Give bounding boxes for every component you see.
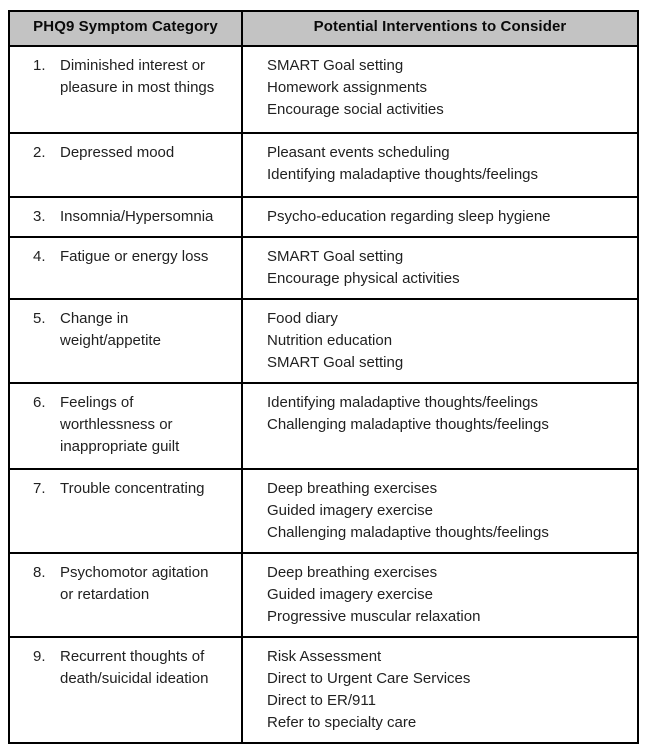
phq9-interventions-table <box>8 10 639 744</box>
intervention-item: Challenging maladaptive thoughts/feelings <box>267 416 549 433</box>
symptom-category-text <box>60 392 235 458</box>
row-number: 3. <box>33 208 46 225</box>
symptom-category-inner <box>33 562 235 606</box>
category-line: death/suicidal ideation <box>60 670 209 687</box>
symptom-category-text <box>60 206 235 228</box>
table-row <box>9 197 638 237</box>
table-row <box>9 469 638 553</box>
symptom-category-cell <box>9 553 242 637</box>
intervention-item: Identifying maladaptive thoughts/feelings <box>267 394 539 411</box>
intervention-item: Challenging maladaptive thoughts/feelings <box>267 524 549 541</box>
row-number: 2. <box>33 144 46 161</box>
category-line: pleasure in most things <box>60 79 215 96</box>
intervention-item: Homework assignments <box>267 79 428 96</box>
intervention-item: Progressive muscular relaxation <box>267 608 481 625</box>
category-line: or retardation <box>60 586 150 603</box>
row-number: 9. <box>33 648 46 665</box>
header-row <box>9 11 638 46</box>
row-number: 5. <box>33 310 46 327</box>
symptom-category-inner <box>33 392 235 458</box>
interventions-cell <box>242 469 638 553</box>
intervention-item: SMART Goal setting <box>267 248 404 265</box>
symptom-category-text <box>60 246 235 268</box>
interventions-cell <box>242 133 638 197</box>
header-symptom-category: PHQ9 Symptom Category <box>9 11 242 46</box>
symptom-category-cell <box>9 469 242 553</box>
interventions-cell <box>242 553 638 637</box>
category-line: Psychomotor agitation <box>60 564 209 581</box>
intervention-item: SMART Goal setting <box>267 57 404 74</box>
intervention-item: Direct to ER/911 <box>267 692 376 709</box>
symptom-category-inner <box>33 646 235 690</box>
symptom-category-text <box>60 478 235 500</box>
intervention-item: SMART Goal setting <box>267 354 404 371</box>
interventions-cell <box>242 237 638 299</box>
symptom-category-text <box>60 308 235 352</box>
table-row <box>9 237 638 299</box>
category-line: Change in <box>60 310 129 327</box>
table-header <box>9 11 638 46</box>
symptom-category-text <box>60 142 235 164</box>
intervention-item: Refer to specialty care <box>267 714 417 731</box>
symptom-category-cell <box>9 637 242 743</box>
category-line: Depressed mood <box>60 144 175 161</box>
intervention-item: Psycho-education regarding sleep hygiene <box>267 208 551 225</box>
symptom-category-text <box>60 646 235 690</box>
table-row <box>9 553 638 637</box>
interventions-cell <box>242 637 638 743</box>
symptom-category-cell <box>9 133 242 197</box>
table-body <box>9 46 638 743</box>
table-row <box>9 133 638 197</box>
intervention-item: Food diary <box>267 310 338 327</box>
table-row <box>9 46 638 133</box>
symptom-category-cell <box>9 46 242 133</box>
intervention-item: Direct to Urgent Care Services <box>267 670 471 687</box>
symptom-category-inner <box>33 308 235 352</box>
intervention-item: Deep breathing exercises <box>267 480 438 497</box>
category-line: worthlessness or <box>60 416 173 433</box>
category-line: Trouble concentrating <box>60 480 205 497</box>
symptom-category-cell <box>9 299 242 383</box>
category-line: Insomnia/Hypersomnia <box>60 208 214 225</box>
symptom-category-cell <box>9 383 242 469</box>
interventions-cell <box>242 299 638 383</box>
intervention-item: Deep breathing exercises <box>267 564 438 581</box>
intervention-item: Guided imagery exercise <box>267 502 433 519</box>
category-line: Fatigue or energy loss <box>60 248 209 265</box>
row-number: 1. <box>33 57 46 74</box>
row-number: 7. <box>33 480 46 497</box>
intervention-item: Guided imagery exercise <box>267 586 433 603</box>
row-number: 4. <box>33 248 46 265</box>
intervention-item: Nutrition education <box>267 332 393 349</box>
interventions-cell <box>242 46 638 133</box>
symptom-category-cell <box>9 197 242 237</box>
intervention-item: Encourage physical activities <box>267 270 460 287</box>
interventions-cell <box>242 383 638 469</box>
symptom-category-cell <box>9 237 242 299</box>
symptom-category-inner <box>33 206 235 228</box>
row-number: 6. <box>33 394 46 411</box>
category-line: Diminished interest or <box>60 57 206 74</box>
row-number: 8. <box>33 564 46 581</box>
symptom-category-inner <box>33 142 235 164</box>
symptom-category-text <box>60 55 235 99</box>
intervention-item: Identifying maladaptive thoughts/feelings <box>267 166 539 183</box>
symptom-category-inner <box>33 246 235 268</box>
table-row <box>9 383 638 469</box>
symptom-category-inner <box>33 478 235 500</box>
interventions-cell <box>242 197 638 237</box>
symptom-category-inner <box>33 55 235 99</box>
category-line: inappropriate guilt <box>60 438 180 455</box>
category-line: Recurrent thoughts of <box>60 648 205 665</box>
intervention-item: Risk Assessment <box>267 648 382 665</box>
category-line: weight/appetite <box>60 332 161 349</box>
table-row <box>9 637 638 743</box>
symptom-category-text <box>60 562 235 606</box>
intervention-item: Encourage social activities <box>267 101 444 118</box>
intervention-item: Pleasant events scheduling <box>267 144 450 161</box>
header-interventions: Potential Interventions to Consider <box>242 11 638 46</box>
table-row <box>9 299 638 383</box>
category-line: Feelings of <box>60 394 134 411</box>
